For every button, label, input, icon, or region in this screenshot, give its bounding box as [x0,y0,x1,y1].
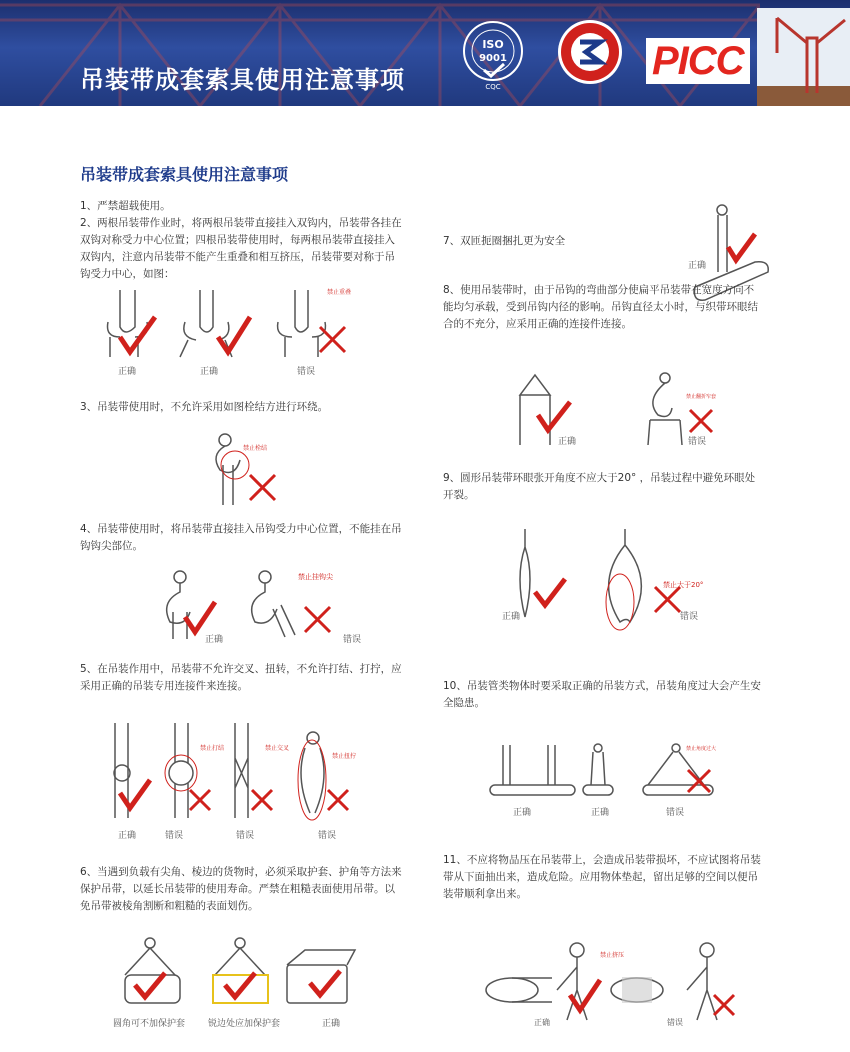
caption-wrong: 错误 [680,612,699,622]
caption-correct: 正确 [688,261,707,271]
figure-hook-diameter [500,370,740,450]
caption-wrong: 错误 [667,1018,683,1027]
warning-tie: 禁止栓结 [243,445,268,452]
caption-correct: 正确 [118,367,137,377]
crane-photo [757,8,850,106]
check-mark-icon [225,973,255,997]
item-9-text: 9、圆形吊装带环眼张开角度不应大于20° ，吊装过程中避免环眼处开裂。 [443,472,756,501]
iso-sub-text: CQC [485,83,501,91]
figure-hook-position [155,567,355,642]
iso-9001-logo [462,20,524,92]
figure-eye-angle [495,527,735,627]
cross-mark-icon [655,587,680,612]
item-1-text: 1、严禁超载使用。 [80,200,171,212]
warning-angle: 禁止大于20° [663,581,704,589]
iso-top-text: ISO [482,38,504,51]
caption-correct: 正确 [534,1018,550,1027]
warning-over-angle: 禁止角度过大 [686,746,717,752]
caption-correct: 正确 [502,612,521,622]
caption-wrong: 错误 [688,437,707,447]
caption-correct: 正确 [118,831,137,841]
iso-num-text: 9001 [479,53,507,64]
caption-correct: 正确 [591,808,610,818]
china-top-brand-logo [556,18,624,86]
check-mark-icon [538,402,570,430]
figure-two-slings [100,282,360,372]
caption-round-corner: 圆角可不加保护套 [113,1019,186,1029]
item-4-text: 4、吊装带使用时，将吊装带直接挂入吊钩受力中心位置，不能挂在吊钩钩尖部位。 [80,523,402,552]
cross-mark-icon [328,790,348,810]
cross-mark-icon [714,995,734,1015]
check-mark-icon [310,971,340,995]
item-8-text: 8、使用吊装带时，由于吊钩的弯曲部分使扁平吊装带在宽度方向不能均匀承载，受到吊钩内径的影响。吊钩直径太小时，与织带环眼结合的不充分，应采用正确的连接件连接。 [443,284,758,330]
item-10-text: 10、吊装管类物体时要采取正确的吊装方式，吊装角度过大会产生安全隐患。 [443,680,761,709]
cross-mark-icon [250,475,275,500]
item-2-text: 2、两根吊装带作业时，将两根吊装带直接挂入双钩内，吊装带各挂在双钩对称受力中心位置；四根吊装带使用时，每两根吊装带直接挂入双钩内，注意内吊装带不能产生重叠和相互挤压，吊装带要对称于吊钩受力中心，如图： [80,217,402,280]
cross-mark-icon [690,410,712,432]
caption-wrong: 错误 [318,831,337,841]
warning-hook-tip: 禁止挂钩尖 [298,573,333,581]
figure-pressed-sling [482,935,752,1030]
item-7-text: 7、双匝扼圈捆扎更为安全 [443,235,566,247]
caption-wrong: 错误 [236,831,255,841]
check-mark-icon [535,579,565,605]
warning-press: 禁止挤压 [600,952,625,959]
cross-mark-icon [252,790,272,810]
picc-logo: PICC [646,38,750,84]
check-mark-icon [185,602,215,632]
caption-correct: 正确 [513,808,532,818]
caption-wrong: 错误 [666,808,685,818]
header-banner [0,0,850,106]
figure-protection-sleeve [115,935,375,1010]
figure-tie-knot [205,430,285,510]
check-mark-icon [218,317,250,352]
caption-correct: 正确 [558,437,577,447]
warning-narrow: 禁止翻折窄套 [686,394,717,400]
caption-correct: 正确 [200,367,219,377]
cross-mark-icon [190,790,210,810]
check-mark-icon [728,234,755,260]
cross-mark-icon [688,770,710,792]
item-6-text: 6、当遇到负载有尖角、棱边的货物时，必须采取护套、护角等方法来保护吊带，以延长吊装带的使用寿命。严禁在粗糙表面使用吊带。以免吊带被棱角割断和粗糙的表面划伤。 [80,866,402,912]
item-8-text-a [443,282,758,333]
cross-mark-icon [320,327,345,352]
warning-cross: 禁止交叉 [265,745,290,752]
item-11-text: 11、不应将物品压在吊装带上，会造成吊装带损坏，不应试图将吊装带从下面抽出来，造成危险。应用物体垫起，留出足够的空间以便吊装带顺利拿出来。 [443,854,761,900]
check-mark-icon [135,973,165,997]
caption-sharp-edge: 锐边处应加保护套 [208,1019,281,1029]
warning-knot: 禁止打结 [200,745,225,752]
figure-knot-twist [100,718,370,828]
section-title: 吊装带成套索具使用注意事项 [80,165,289,184]
figure-pipe-lifting [488,740,728,820]
caption-wrong: 错误 [165,831,184,841]
caption-correct: 正确 [205,635,224,645]
cross-mark-icon [305,607,330,632]
banner-title: 吊装带成套索具使用注意事项 [80,66,405,94]
caption-wrong: 错误 [343,635,362,645]
check-mark-icon [120,780,150,808]
check-mark-icon [570,980,600,1010]
caption-correct: 正确 [322,1019,341,1029]
item-3-text: 3、吊装带使用时，不允许采用如图栓结方进行环绕。 [80,401,329,413]
caption-wrong: 错误 [297,367,316,377]
warning-overlap: 禁止重叠 [327,289,352,296]
warning-twist: 禁止扭拧 [332,753,357,760]
item-5-text: 5、在吊装作用中，吊装带不允许交叉、扭转，不允许打结、打拧，应采用正确的吊装专用连接件来连接。 [80,663,402,692]
